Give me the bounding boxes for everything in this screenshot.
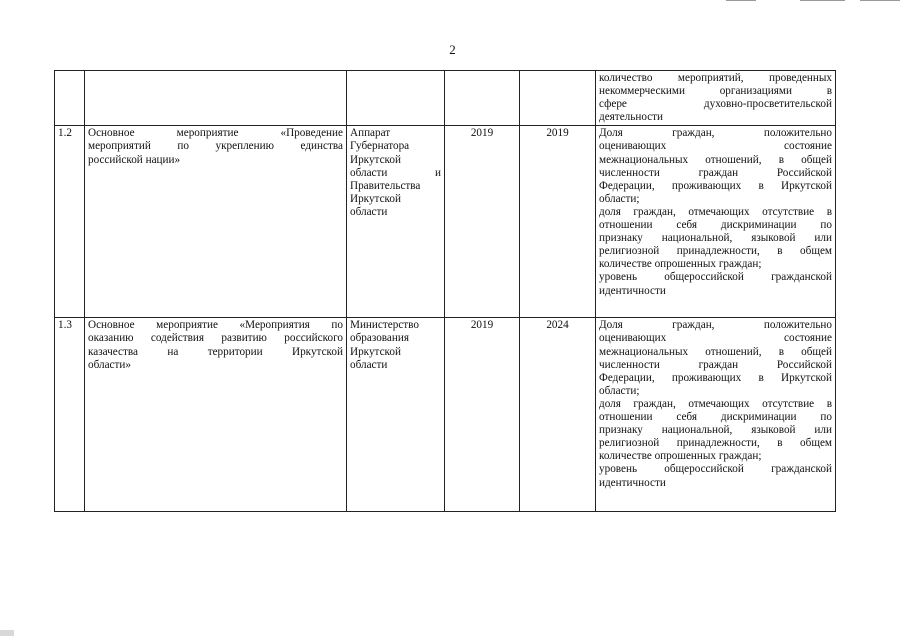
indicator-line: численности граждан Российской xyxy=(599,166,832,179)
year-start-cell xyxy=(445,318,520,512)
indicator-line: признаку национальной, языковой или xyxy=(599,424,832,437)
indicator-line: Федерации, проживающих в Иркутской xyxy=(599,179,832,192)
row-number-text: 1.3 xyxy=(58,319,72,332)
executor-line: области xyxy=(350,205,388,218)
year-start-cell xyxy=(445,126,520,318)
indicator-cell xyxy=(596,126,836,318)
indicator-line: деятельности xyxy=(599,111,664,124)
executor-line: области и xyxy=(350,166,441,179)
executor-cell xyxy=(347,71,445,126)
row-number xyxy=(55,318,85,512)
indicator-line: идентичности xyxy=(599,476,666,489)
row-number xyxy=(55,71,85,126)
event-cell xyxy=(85,318,347,512)
executor-line: Иркутской xyxy=(350,345,401,358)
indicator-line: области; xyxy=(599,192,640,205)
event-line: оказанию содействия развитию российского xyxy=(88,332,343,345)
event-line: Основное мероприятие «Мероприятия по xyxy=(88,319,343,332)
event-line: российской нации» xyxy=(88,153,181,166)
executor-line: Аппарат xyxy=(350,127,391,140)
indicator-line: уровень общероссийской гражданской xyxy=(599,463,832,476)
indicator-cell xyxy=(596,71,836,126)
page-number: 2 xyxy=(449,42,456,57)
indicator-line: доля граждан, отмечающих отсутствие в xyxy=(599,205,832,218)
scan-artifact-top-1 xyxy=(726,0,756,1)
indicator-line: некоммерческими организациями в xyxy=(599,85,832,98)
indicator-line: оценивающих состояние xyxy=(599,332,832,345)
indicator-line: отношении себя дискриминации по xyxy=(599,219,832,232)
event-cell xyxy=(85,126,347,318)
executor-line: Министерство xyxy=(350,319,419,332)
year-end-cell xyxy=(520,71,596,126)
indicator-line: признаку национальной, языковой или xyxy=(599,232,832,245)
table-row xyxy=(55,318,836,512)
row-number-text: 1.2 xyxy=(58,127,72,140)
executor-line: Иркутской xyxy=(350,192,401,205)
indicator-line: Доля граждан, положительно xyxy=(599,127,832,140)
indicator-line: количество мероприятий, проведенных xyxy=(599,72,832,84)
executor-cell xyxy=(347,318,445,512)
event-line: мероприятий по укреплению единства xyxy=(88,140,343,153)
year-start: 2019 xyxy=(470,319,494,332)
indicator-line: оценивающих состояние xyxy=(599,140,832,153)
indicator-line: численности граждан Российской xyxy=(599,358,832,371)
indicator-line: доля граждан, отмечающих отсутствие в xyxy=(599,397,832,410)
indicator-line: Доля граждан, положительно xyxy=(599,319,832,332)
indicator-line: количестве опрошенных граждан; xyxy=(599,258,762,271)
event-cell xyxy=(85,71,347,126)
indicator-line: религиозной принадлежности, в общем xyxy=(599,437,832,450)
executor-line: Иркутской xyxy=(350,153,401,166)
indicator-line: отношении себя дискриминации по xyxy=(599,411,832,424)
year-end-cell xyxy=(520,126,596,318)
event-line: казачества на территории Иркутской xyxy=(88,345,343,358)
row-number xyxy=(55,126,85,318)
indicator-line: идентичности xyxy=(599,284,666,297)
indicator-line: количестве опрошенных граждан; xyxy=(599,450,762,463)
table-row xyxy=(55,71,836,126)
indicator-line: сфере духовно-просветительской xyxy=(599,98,832,111)
executor-line: Губернатора xyxy=(350,140,410,153)
year-start-cell xyxy=(445,71,520,126)
executor-line: образования xyxy=(350,332,410,345)
executor-cell xyxy=(347,126,445,318)
year-start: 2019 xyxy=(470,127,494,140)
scan-artifact-top-3 xyxy=(860,0,900,1)
indicator-line: религиозной принадлежности, в общем xyxy=(599,245,832,258)
indicator-line: межнациональных отношений, в общей xyxy=(599,153,832,166)
plan-table xyxy=(54,70,836,512)
indicator-line: межнациональных отношений, в общей xyxy=(599,345,832,358)
executor-line: Правительства xyxy=(350,179,421,192)
executor-line: области xyxy=(350,358,388,371)
indicator-cell xyxy=(596,318,836,512)
indicator-line: Федерации, проживающих в Иркутской xyxy=(599,371,832,384)
event-line: области» xyxy=(88,358,131,371)
year-end: 2024 xyxy=(546,319,569,332)
indicator-line: области; xyxy=(599,384,640,397)
year-end: 2019 xyxy=(546,127,569,140)
event-line: Основное мероприятие «Проведение xyxy=(88,127,343,140)
scan-artifact-edge xyxy=(0,630,14,636)
year-end-cell xyxy=(520,318,596,512)
table-row xyxy=(55,126,836,318)
indicator-line: уровень общероссийской гражданской xyxy=(599,271,832,284)
scan-artifact-top-2 xyxy=(800,0,845,1)
